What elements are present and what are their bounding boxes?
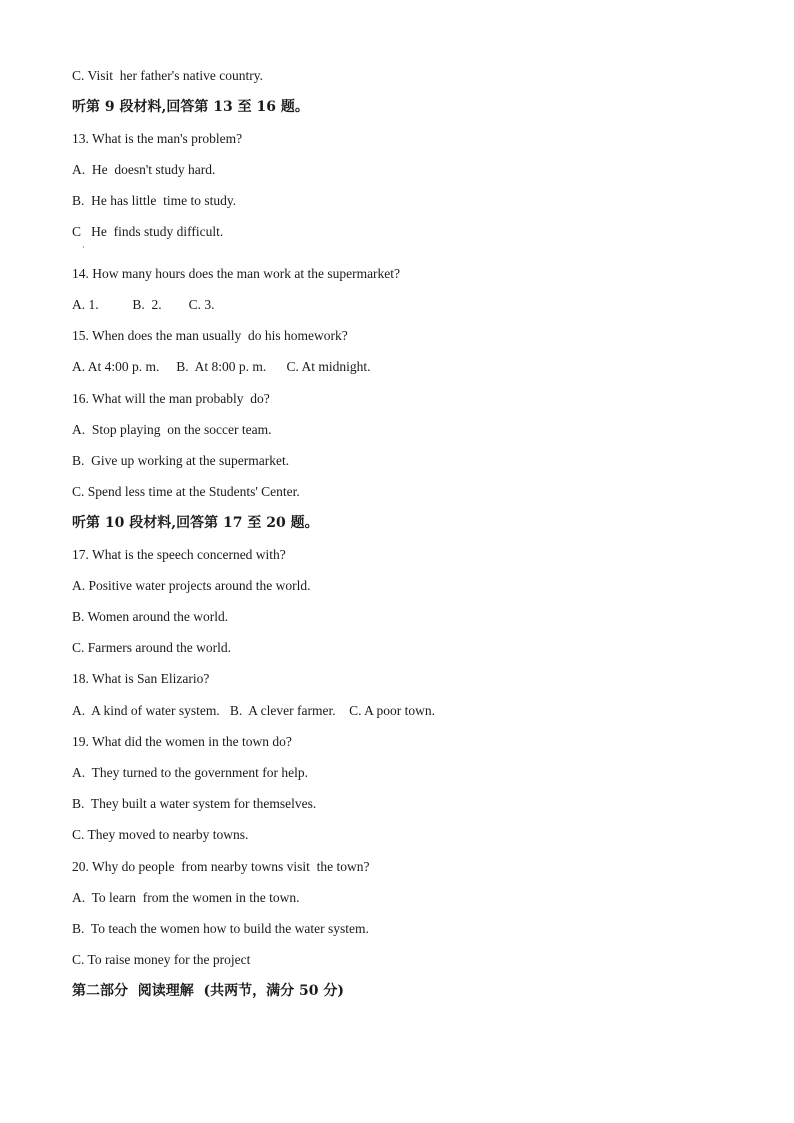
option-c-q17: C. Farmers around the world. (72, 640, 231, 655)
section-heading-passage-10: 听第 10 段材料,回答第 17 至 20 题。 (72, 515, 319, 531)
part-two-heading: 第二部分 阅读理解 (共两节，满分 50 分) (72, 983, 344, 999)
options-q15: A. At 4:00 p. m. B. At 8:00 p. m. C. At midnight. (72, 359, 371, 374)
question-14: 14. How many hours does the man work at the supermarket? (72, 266, 401, 281)
option-c-q13: C He finds study difficult. (72, 224, 224, 239)
question-17: 17. What is the speech concerned with? (72, 547, 286, 562)
options-q14: A. 1. B. 2. C. 3. (72, 297, 215, 312)
option-b-q13: B. He has little time to study. (72, 193, 237, 208)
option-c-q16: C. Spend less time at the Students' Center. (72, 484, 300, 499)
question-19: 19. What did the women in the town do? (72, 734, 292, 749)
option-b-q17: B. Women around the world. (72, 609, 229, 624)
option-a-q20: A. To learn from the women in the town. (72, 890, 300, 905)
option-b-q16: B. Give up working at the supermarket. (72, 453, 290, 468)
question-20: 20. Why do people from nearby towns visit the town? (72, 859, 370, 874)
option-c-q19: C. They moved to nearby towns. (72, 827, 249, 842)
option-c-q12: C. Visit her father's native country. (72, 68, 263, 83)
question-18: 18. What is San Elizario? (72, 671, 210, 686)
stray-dot-mark: · (82, 243, 85, 252)
options-q18: A. A kind of water system. B. A clever farmer. C. A poor town. (72, 703, 435, 718)
question-15: 15. When does the man usually do his homework? (72, 328, 348, 343)
option-b-q20: B. To teach the women how to build the water system. (72, 921, 369, 936)
question-16: 16. What will the man probably do? (72, 391, 270, 406)
question-13: 13. What is the man's problem? (72, 131, 243, 146)
option-a-q13: A. He doesn't study hard. (72, 162, 216, 177)
option-a-q16: A. Stop playing on the soccer team. (72, 422, 272, 437)
option-a-q19: A. They turned to the government for help. (72, 765, 308, 780)
option-b-q19: B. They built a water system for themselves. (72, 796, 317, 811)
option-a-q17: A. Positive water projects around the world. (72, 578, 311, 593)
section-heading-passage-9: 听第 9 段材料,回答第 13 至 16 题。 (72, 99, 309, 115)
option-c-q20: C. To raise money for the project (72, 952, 251, 967)
